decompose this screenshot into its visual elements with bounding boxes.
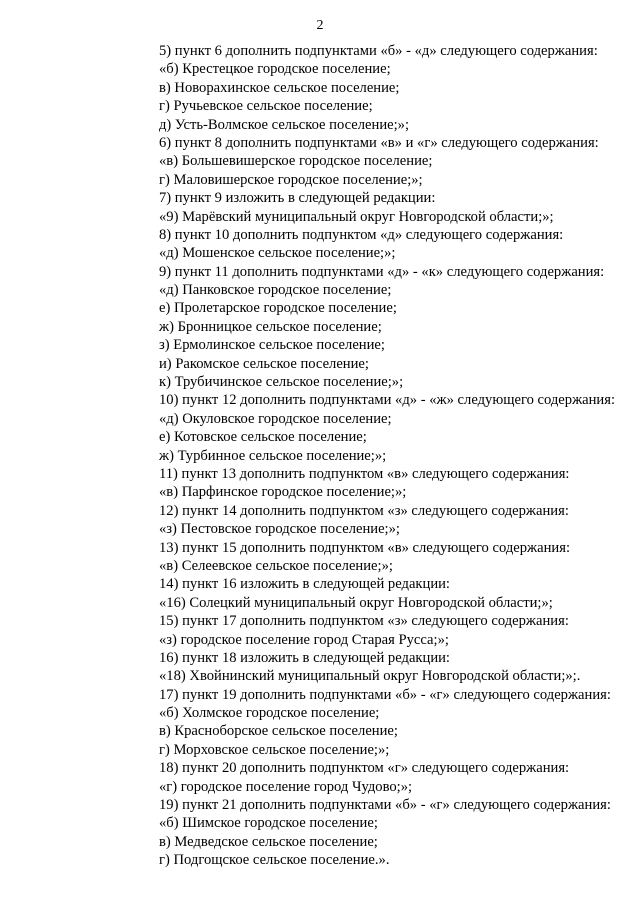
document-line: «9) Марёвский муниципальный округ Новгородской области;»; xyxy=(159,208,554,225)
document-line: «в) Парфинское городское поселение;»; xyxy=(159,484,407,501)
document-line: «з) городское поселение город Старая Русса;»; xyxy=(159,631,449,648)
page-number: 2 xyxy=(316,18,324,33)
document-body xyxy=(0,42,640,870)
document-line: 13) пункт 15 дополнить подпунктом «в» следующего содержания: xyxy=(159,539,571,556)
document-line: г) Маловишерское городское поселение;»; xyxy=(159,171,423,188)
document-line: «б) Крестецкое городское поселение; xyxy=(159,61,391,78)
document-line: «б) Шимское городское поселение; xyxy=(159,815,378,832)
document-line: «18) Хвойнинский муниципальный округ Новгородской области;»;. xyxy=(159,668,581,685)
document-line: 5) пункт 6 дополнить подпунктами «б» - «д» следующего содержания: xyxy=(159,43,598,59)
document-line: ж) Турбинное сельское поселение;»; xyxy=(159,447,387,464)
document-line: «г) городское поселение город Чудово;»; xyxy=(159,778,413,795)
document-line: к) Трубичинское сельское поселение;»; xyxy=(159,374,404,391)
document-line: 9) пункт 11 дополнить подпунктами «д» - «к» следующего содержания: xyxy=(159,263,605,280)
document-line: «з) Пестовское городское поселение;»; xyxy=(159,521,400,538)
document-line: 6) пункт 8 дополнить подпунктами «в» и «г» следующего содержания: xyxy=(159,134,599,151)
document-line: з) Ермолинское сельское поселение; xyxy=(159,337,385,354)
document-line: е) Котовское сельское поселение; xyxy=(159,429,367,446)
document-line: ж) Бронницкое сельское поселение; xyxy=(159,318,382,335)
document-line: «в) Селеевское сельское поселение;»; xyxy=(159,557,393,574)
document-line: в) Медведское сельское поселение; xyxy=(159,833,378,850)
document-line: д) Усть-Волмское сельское поселение;»; xyxy=(159,116,410,133)
document-line: 11) пункт 13 дополнить подпунктом «в» следующего содержания: xyxy=(159,465,570,482)
document-line: 7) пункт 9 изложить в следующей редакции: xyxy=(159,190,436,207)
document-line: 19) пункт 21 дополнить подпунктами «б» - «г» следующего содержания: xyxy=(159,797,611,814)
document-line: «д) Окуловское городское поселение; xyxy=(159,410,392,427)
document-line: «в) Большевишерское городское поселение; xyxy=(159,153,433,170)
document-line: и) Ракомское сельское поселение; xyxy=(159,355,369,372)
document-line: 17) пункт 19 дополнить подпунктами «б» - «г» следующего содержания: xyxy=(159,686,611,703)
document-line: «д) Панковское городское поселение; xyxy=(159,282,392,299)
document-line: в) Новорахинское сельское поселение; xyxy=(159,79,400,96)
document-line: в) Красноборское сельское поселение; xyxy=(159,723,398,740)
document-line: «б) Холмское городское поселение; xyxy=(159,705,380,722)
document-line: е) Пролетарское городское поселение; xyxy=(159,300,397,317)
document-line: 8) пункт 10 дополнить подпунктом «д» следующего содержания: xyxy=(159,226,564,243)
document-line: 18) пункт 20 дополнить подпунктом «г» следующего содержания: xyxy=(159,760,570,777)
document-line: г) Морховское сельское поселение;»; xyxy=(159,741,390,758)
document-line: 14) пункт 16 изложить в следующей редакции: xyxy=(159,576,450,593)
document-line: «д) Мошенское сельское поселение;»; xyxy=(159,245,396,262)
document-line: 10) пункт 12 дополнить подпунктами «д» - «ж» следующего содержания: xyxy=(159,392,616,409)
document-line: «16) Солецкий муниципальный округ Новгородской области;»; xyxy=(159,594,553,611)
document-line: 16) пункт 18 изложить в следующей редакции: xyxy=(159,649,450,666)
document-line: 12) пункт 14 дополнить подпунктом «з» следующего содержания: xyxy=(159,502,569,519)
document-line: г) Ручьевское сельское поселение; xyxy=(159,98,373,115)
document-line: г) Подгощское сельское поселение.». xyxy=(159,852,390,869)
document-line: 15) пункт 17 дополнить подпунктом «з» следующего содержания: xyxy=(159,613,569,630)
